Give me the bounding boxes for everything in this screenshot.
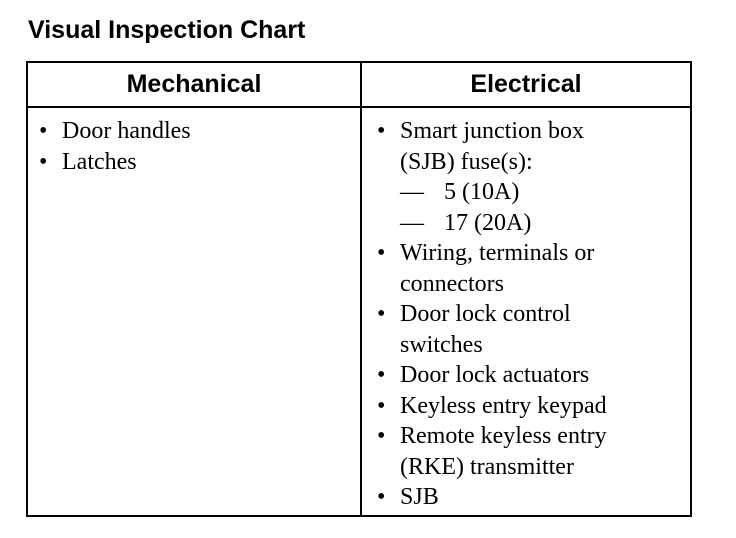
item-text: switches [400,331,483,358]
bullet-icon: • [377,118,386,144]
dash-icon: — [400,179,424,205]
item-text: Keyless entry keypad [400,392,607,419]
column-divider [360,63,362,515]
list-item [36,147,354,178]
bullet-icon: • [377,301,386,327]
page-title: Visual Inspection Chart [28,16,306,44]
list-item [374,116,686,238]
item-text: Wiring, terminals or [400,240,595,266]
item-text: Door lock actuators [400,362,590,388]
item-text: (SJB) fuse(s): [400,148,533,175]
list-item [36,116,354,147]
item-text: Smart junction box [400,118,584,144]
list-item [374,391,686,422]
item-text: Door lock control [400,301,571,327]
list-item [374,299,686,360]
electrical-column-header: Electrical [470,70,582,98]
table-header-row [28,63,690,108]
list-item [374,482,686,513]
mechanical-list [36,116,354,177]
electrical-column [374,116,686,513]
mechanical-column [36,116,354,177]
bullet-icon: • [377,240,386,266]
item-text: (RKE) transmitter [400,453,574,480]
bullet-icon: • [377,484,386,510]
item-text: SJB [400,484,439,510]
bullet-icon: • [39,118,48,144]
electrical-list [374,116,686,513]
mechanical-column-header: Mechanical [126,70,262,98]
sub-item [400,208,686,239]
item-text: Remote keyless entry [400,423,607,449]
inspection-table [26,61,692,517]
list-item [374,421,686,482]
list-item [374,238,686,299]
item-text: Door handles [62,118,191,144]
item-text: connectors [400,270,504,297]
bullet-icon: • [377,392,386,419]
item-text: Latches [62,148,137,175]
sub-item-text: 17 (20A) [444,209,532,236]
bullet-icon: • [377,362,386,388]
sub-item-text: 5 (10A) [444,179,520,205]
list-item [374,360,686,391]
dash-icon: — [400,209,424,236]
bullet-icon: • [39,148,48,175]
sub-item [400,177,686,208]
bullet-icon: • [377,423,386,449]
